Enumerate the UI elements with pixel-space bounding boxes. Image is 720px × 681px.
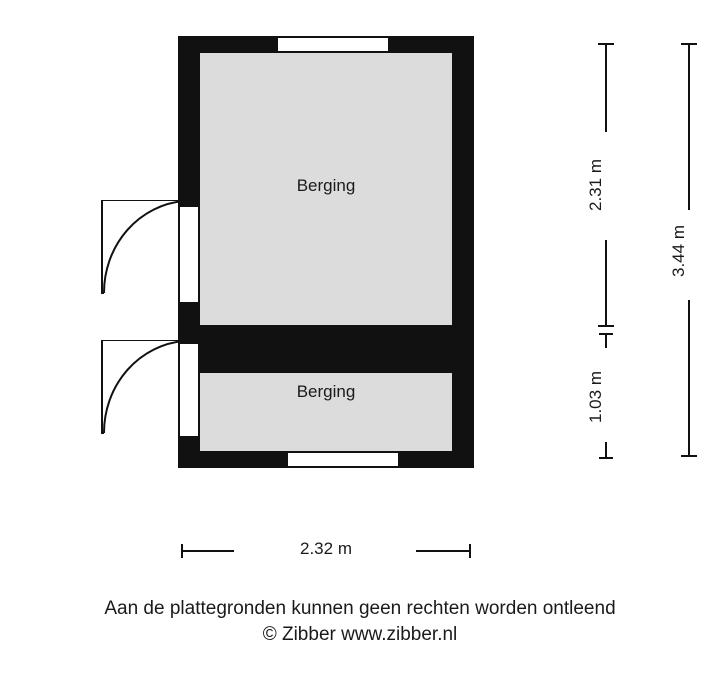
room-label-lower: Berging xyxy=(296,382,356,401)
door-swing-upper-icon xyxy=(96,200,192,300)
dimension-label-231: 2.31 m xyxy=(586,159,605,211)
footer-disclaimer: Aan de plattegronden kunnen geen rechten worden ontleend xyxy=(104,598,616,619)
room-label-upper: Berging xyxy=(296,176,356,195)
door-swing-lower-icon xyxy=(96,340,192,440)
dimension-label-103: 1.03 m xyxy=(586,371,605,423)
footer-copyright: © Zibber www.zibber.nl xyxy=(262,624,458,645)
window-top-icon xyxy=(278,36,388,53)
window-bottom-icon xyxy=(288,451,398,468)
floorplan-drawing xyxy=(178,36,474,468)
footer xyxy=(0,596,720,648)
dimension-label-232: 2.32 m xyxy=(300,539,352,558)
dimension-label-344: 3.44 m xyxy=(669,225,688,277)
